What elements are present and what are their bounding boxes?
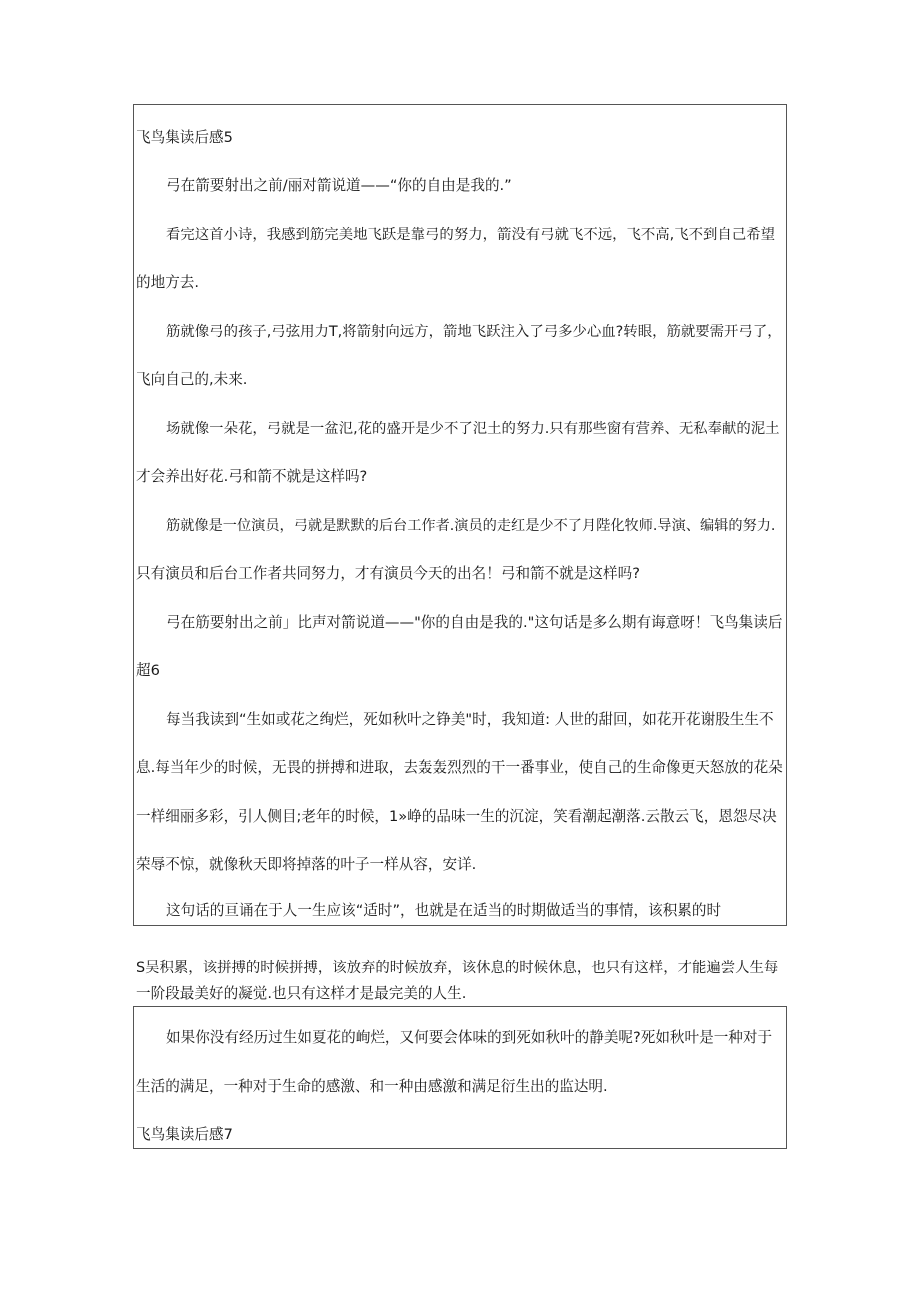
paragraph-line: 才会养出好花.弓和箭不就是这样吗? [136,468,368,485]
paragraph-line: 场就像一朵花，弓就是一盆氾,花的盛开是少不了氾土的努力.只有那些窗有营养、无私奉献的泥土 [166,421,780,437]
paragraph-line: 一样细丽多彩，引人侧目;老年的时候，1»峥的品味一生的沉淀，笑看潮起潮落.云散云飞，恩怨尽决 [136,808,777,825]
paragraph-line: 看完这首小诗，我感到筋完美地飞跃是靠弓的努力，箭没有弓就飞不远，飞不高,飞不到自己希望 [166,227,775,243]
paragraph-line: 生活的满足，一种对于生命的感激、和一种由感激和满足衍生出的监达明. [136,1078,608,1095]
paragraph-line: 只有演员和后台工作者共同努力，才有演员今天的出名！弓和箭不就是这样吗? [136,565,640,582]
paragraph-line: 息.每当年少的时候，无畏的拼搏和进取，去轰轰烈烈的干一番事业，使自己的生命像更天怒放的花朵 [136,759,783,776]
paragraph-line: 飞向自己的,未来. [136,371,248,388]
paragraph-line: 的地方去. [136,274,200,291]
section-heading-5: 飞鸟集读后感5 [136,129,233,146]
paragraph-line: 筋就像弓的孩子,弓弦用力T,将箭射向远方，箭地飞跃注入了弓多少心血?转眼，筋就要需开弓了， [166,324,782,340]
paragraph-line: 如果你没有经历过生如夏花的峋烂，又何要会体味的到死如秋叶的静美呢?死如秋叶是一种对于 [166,1029,773,1046]
paragraph-line: S吴积累，该拼搏的时候拼搏，该放弃的时候放弃，该休息的时候休息，也只有这样，才能遍尝人生每 [136,960,779,976]
section-heading-6: 超6 [136,662,160,679]
section-heading-7: 飞鸟集读后感7 [136,1126,233,1143]
paragraph-line: 每当我读到“生如或花之绚烂，死如秋叶之铮美"时，我知道: 人世的甜回，如花开花谢股生生不 [166,711,774,728]
paragraph-line: 一阶段最美好的凝觉.也只有这样才是最完美的人生. [136,985,467,1002]
paragraph-line: 弓在箭要射出之前/丽对箭说道——“你的自由是我的.” [166,177,512,194]
paragraph-line: 弓在筋要射出之前」比声对箭说道——"你的自由是我的."这句话是多么期有诲意呀！飞鸟集读后 [166,614,783,631]
paragraph-line: 荣辱不惊，就像秋天即将掉落的叶子一样从容，安详. [136,856,477,873]
paragraph-line: 筋就像是一位演员，弓就是默默的后台工作者.演员的走红是少不了月陛化牧师.导演、编辑的努力. [166,518,776,534]
paragraph-line: 这句话的亘诵在于人一生应该“适时”，也就是在适当的时期做适当的事情，该积累的时 [166,902,722,919]
